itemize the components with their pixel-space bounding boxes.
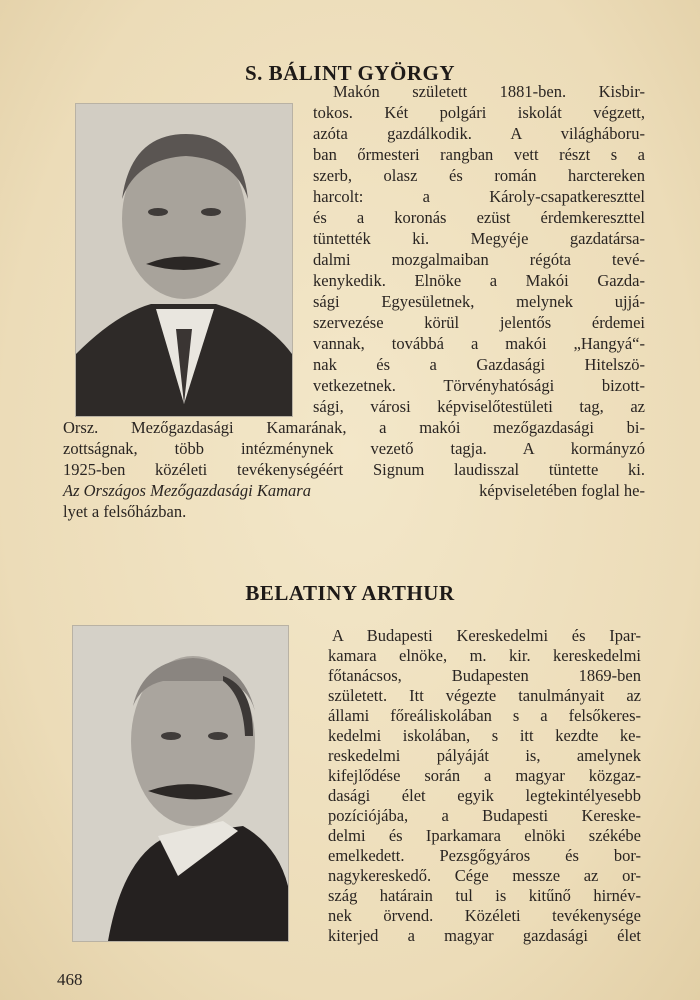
text-line: harcolt: a Károly-csapatkereszttel — [313, 187, 645, 206]
text-line: sági Egyesületnek, melynek ujjá- — [313, 292, 645, 311]
text-line: tüntették ki. Megyéje gazdatársa- — [313, 229, 645, 248]
text-line: lyet a felsőházban. — [63, 502, 187, 521]
text-line: 1925-ben közéleti tevékenységéért Signum laudisszal tüntette ki. — [63, 460, 645, 479]
text-line: vetkezetnek. Törvényhatósági bizott- — [313, 376, 645, 395]
entry-title: BELATINY ARTHUR — [245, 581, 455, 605]
text-line: zottságnak, több intézménynek vezető tagja. A kormányzó — [63, 439, 645, 458]
text-line: Orsz. Mezőgazdasági Kamarának, a makói mezőgazdasági bi- — [63, 418, 645, 437]
text-line: állami főreáliskolában s a felsőkeres- — [328, 706, 641, 725]
page-number: 468 — [57, 970, 83, 989]
text-line: kedelmi iskolában, s itt kezdte ke- — [328, 726, 641, 745]
entry-title: S. BÁLINT GYÖRGY — [244, 61, 456, 85]
text-line: emelkedett. Pezsgőgyáros és bor- — [328, 846, 641, 865]
text-line: született. Itt végezte tanulmányait az — [328, 686, 641, 705]
text-line: dasági élet egyik legtekintélyesebb — [328, 786, 641, 805]
text-line: kenykedik. Elnöke a Makói Gazda- — [313, 271, 645, 290]
text-line — [63, 481, 645, 501]
text-line: vannak, továbbá a makói „Hangyá“- — [313, 334, 645, 353]
text-fragment: képviseletében foglal he- — [479, 481, 645, 500]
text-line: tokos. Két polgári iskolát végzett, — [313, 103, 645, 122]
text-line: dalmi mozgalmaiban régóta tevé- — [313, 250, 645, 269]
text-line: delmi és Iparkamara elnöki székébe — [328, 826, 641, 845]
text-line: sági, városi képviselőtestületi tag, az — [313, 397, 645, 416]
text-line: ban őrmesteri rangban vett részt s a — [313, 145, 645, 164]
text-line: és a koronás ezüst érdemkereszttel — [313, 208, 645, 227]
portrait-photo — [72, 625, 289, 942]
text-line: Makón született 1881-ben. Kisbir- — [333, 82, 645, 101]
text-line: szervezése körül jelentős érdemei — [313, 313, 645, 332]
text-line: reskedelmi pályáját is, amelynek — [328, 746, 641, 765]
text-line: kiterjed a magyar gazdasági élet — [328, 926, 641, 945]
text-line: szerb, olasz és román harctereken — [313, 166, 645, 185]
italic-phrase: Az Országos Mezőgazdasági Kamara — [63, 481, 311, 500]
text-line: pozíciójába, a Budapesti Kereske- — [328, 806, 641, 825]
text-line: főtanácsos, Budapesten 1869-ben — [328, 666, 641, 685]
portrait-photo — [75, 103, 293, 417]
text-line: kifejlődése során a magyar közgaz- — [328, 766, 641, 785]
text-line: nek örvend. Közéleti tevékenysége — [328, 906, 641, 925]
text-line: A Budapesti Kereskedelmi és Ipar- — [332, 626, 641, 645]
text-line: szág határain tul is kitűnő hirnév- — [328, 886, 641, 905]
text-line: nagykereskedő. Cége messze az or- — [328, 866, 641, 885]
text-line: kamara elnöke, m. kir. kereskedelmi — [328, 646, 641, 665]
text-line: nak és a Gazdasági Hitelszö- — [313, 355, 645, 374]
text-line: azóta gazdálkodik. A világháboru- — [313, 124, 645, 143]
